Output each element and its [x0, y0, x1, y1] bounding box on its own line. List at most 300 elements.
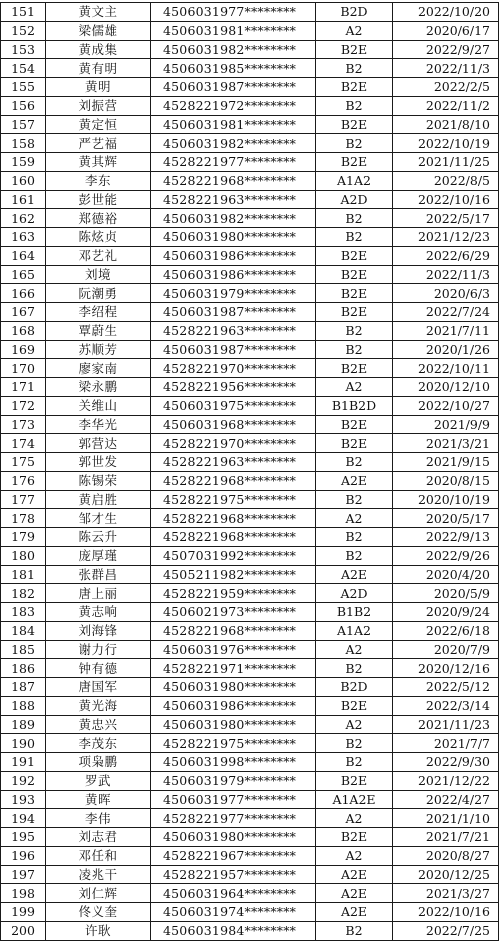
license-class-cell: A2D — [316, 584, 393, 603]
driver-name-cell: 黄其辉 — [46, 153, 151, 172]
id-number-cell: 4506031979******** — [151, 771, 316, 790]
row-number-cell: 189 — [1, 715, 46, 734]
id-number-cell: 4528221956******** — [151, 378, 316, 397]
license-class-cell: B2 — [316, 921, 393, 940]
license-class-cell: B2 — [316, 490, 393, 509]
row-number-cell: 182 — [1, 584, 46, 603]
date-cell: 2022/10/27 — [393, 396, 499, 415]
table-row — [1, 490, 499, 509]
table-row — [1, 59, 499, 78]
date-cell: 2021/7/7 — [393, 734, 499, 753]
table-row — [1, 396, 499, 415]
row-number-cell: 173 — [1, 415, 46, 434]
row-number-cell: 168 — [1, 321, 46, 340]
date-cell: 2022/5/17 — [393, 209, 499, 228]
license-class-cell: B2 — [316, 453, 393, 472]
driver-name-cell: 黄启胜 — [46, 490, 151, 509]
driver-name-cell: 钟有德 — [46, 659, 151, 678]
date-cell: 2022/11/3 — [393, 59, 499, 78]
table-row — [1, 115, 499, 134]
table-row — [1, 921, 499, 940]
table-row — [1, 771, 499, 790]
license-class-cell: A2E — [316, 884, 393, 903]
row-number-cell: 158 — [1, 134, 46, 153]
driver-name-cell: 黄晖 — [46, 790, 151, 809]
id-number-cell: 4506031964******** — [151, 884, 316, 903]
driver-name-cell: 黄成集 — [46, 40, 151, 59]
license-class-cell: B1B2 — [316, 603, 393, 622]
table-row — [1, 846, 499, 865]
driver-name-cell: 李伟 — [46, 809, 151, 828]
row-number-cell: 181 — [1, 565, 46, 584]
date-cell: 2020/6/3 — [393, 284, 499, 303]
row-number-cell: 155 — [1, 78, 46, 97]
driver-name-cell: 郑德裕 — [46, 209, 151, 228]
table-row — [1, 78, 499, 97]
table-row — [1, 528, 499, 547]
date-cell: 2022/10/11 — [393, 359, 499, 378]
date-cell: 2022/10/20 — [393, 3, 499, 22]
row-number-cell: 199 — [1, 903, 46, 922]
date-cell: 2022/7/24 — [393, 303, 499, 322]
id-number-cell: 4528221963******** — [151, 453, 316, 472]
table-row — [1, 659, 499, 678]
date-cell: 2022/3/14 — [393, 696, 499, 715]
row-number-cell: 159 — [1, 153, 46, 172]
driver-name-cell: 佟义奎 — [46, 903, 151, 922]
driver-name-cell: 张群昌 — [46, 565, 151, 584]
driver-name-cell: 刘志君 — [46, 828, 151, 847]
table-row — [1, 734, 499, 753]
row-number-cell: 191 — [1, 753, 46, 772]
license-class-cell: B2 — [316, 96, 393, 115]
driver-name-cell: 李华光 — [46, 415, 151, 434]
row-number-cell: 197 — [1, 865, 46, 884]
license-class-cell: B2 — [316, 340, 393, 359]
id-number-cell: 4506031977******** — [151, 790, 316, 809]
license-class-cell: A2 — [316, 21, 393, 40]
row-number-cell: 175 — [1, 453, 46, 472]
date-cell: 2022/10/19 — [393, 134, 499, 153]
table-row — [1, 903, 499, 922]
table-row — [1, 865, 499, 884]
license-class-cell: B2E — [316, 828, 393, 847]
driver-name-cell: 关维山 — [46, 396, 151, 415]
driver-name-cell: 李茂东 — [46, 734, 151, 753]
license-class-cell: A2 — [316, 378, 393, 397]
driver-name-cell: 唐上丽 — [46, 584, 151, 603]
row-number-cell: 179 — [1, 528, 46, 547]
row-number-cell: 152 — [1, 21, 46, 40]
table-row — [1, 509, 499, 528]
row-number-cell: 156 — [1, 96, 46, 115]
id-number-cell: 4506031984******** — [151, 921, 316, 940]
table-row — [1, 565, 499, 584]
date-cell: 2021/9/15 — [393, 453, 499, 472]
date-cell: 2021/3/27 — [393, 884, 499, 903]
license-class-cell: B2 — [316, 228, 393, 247]
table-row — [1, 696, 499, 715]
id-number-cell: 4528221970******** — [151, 359, 316, 378]
driver-name-cell: 庞厚瑾 — [46, 546, 151, 565]
row-number-cell: 167 — [1, 303, 46, 322]
date-cell: 2020/12/25 — [393, 865, 499, 884]
id-number-cell: 4528221968******** — [151, 509, 316, 528]
driver-name-cell: 罗武 — [46, 771, 151, 790]
id-number-cell: 4528221968******** — [151, 471, 316, 490]
license-class-cell: B2E — [316, 246, 393, 265]
driver-name-cell: 邓艺礼 — [46, 246, 151, 265]
date-cell: 2021/11/23 — [393, 715, 499, 734]
id-number-cell: 4506031987******** — [151, 303, 316, 322]
id-number-cell: 4506031976******** — [151, 640, 316, 659]
row-number-cell: 166 — [1, 284, 46, 303]
license-class-cell: A2 — [316, 509, 393, 528]
table-row — [1, 434, 499, 453]
date-cell: 2020/12/16 — [393, 659, 499, 678]
license-class-cell: B1B2D — [316, 396, 393, 415]
row-number-cell: 154 — [1, 59, 46, 78]
license-class-cell: B2D — [316, 3, 393, 22]
id-number-cell: 4506031982******** — [151, 40, 316, 59]
id-number-cell: 4528221970******** — [151, 434, 316, 453]
id-number-cell: 4528221963******** — [151, 190, 316, 209]
row-number-cell: 169 — [1, 340, 46, 359]
table-body — [1, 3, 499, 941]
id-number-cell: 4505211982******** — [151, 565, 316, 584]
driver-name-cell: 谢力行 — [46, 640, 151, 659]
id-number-cell: 4528221971******** — [151, 659, 316, 678]
driver-name-cell: 李绍程 — [46, 303, 151, 322]
id-number-cell: 4506031987******** — [151, 78, 316, 97]
license-class-cell: A2 — [316, 715, 393, 734]
driver-license-table — [0, 2, 499, 941]
id-number-cell: 4507031992******** — [151, 546, 316, 565]
table-row — [1, 190, 499, 209]
row-number-cell: 176 — [1, 471, 46, 490]
license-class-cell: A2 — [316, 809, 393, 828]
date-cell: 2021/12/22 — [393, 771, 499, 790]
row-number-cell: 151 — [1, 3, 46, 22]
row-number-cell: 180 — [1, 546, 46, 565]
table-row — [1, 321, 499, 340]
license-class-cell: B2E — [316, 359, 393, 378]
date-cell: 2022/9/27 — [393, 40, 499, 59]
id-number-cell: 4528221977******** — [151, 809, 316, 828]
row-number-cell: 195 — [1, 828, 46, 847]
license-class-cell: B2E — [316, 115, 393, 134]
table-row — [1, 415, 499, 434]
row-number-cell: 164 — [1, 246, 46, 265]
driver-name-cell: 郭世发 — [46, 453, 151, 472]
id-number-cell: 4506031974******** — [151, 903, 316, 922]
id-number-cell: 4506031986******** — [151, 265, 316, 284]
table-row — [1, 228, 499, 247]
date-cell: 2022/6/18 — [393, 621, 499, 640]
license-class-cell: A1A2 — [316, 621, 393, 640]
id-number-cell: 4528221968******** — [151, 528, 316, 547]
row-number-cell: 183 — [1, 603, 46, 622]
table-row — [1, 546, 499, 565]
driver-name-cell: 廖家南 — [46, 359, 151, 378]
driver-name-cell: 梁儒雄 — [46, 21, 151, 40]
driver-name-cell: 邓任和 — [46, 846, 151, 865]
driver-name-cell: 黄忠兴 — [46, 715, 151, 734]
id-number-cell: 4506031979******** — [151, 284, 316, 303]
driver-name-cell: 刘海锋 — [46, 621, 151, 640]
driver-name-cell: 项枭鹏 — [46, 753, 151, 772]
table-row — [1, 246, 499, 265]
row-number-cell: 200 — [1, 921, 46, 940]
license-class-cell: B2E — [316, 265, 393, 284]
date-cell: 2022/2/5 — [393, 78, 499, 97]
id-number-cell: 4506031998******** — [151, 753, 316, 772]
driver-name-cell: 凌兆干 — [46, 865, 151, 884]
date-cell: 2022/9/30 — [393, 753, 499, 772]
table-row — [1, 753, 499, 772]
driver-name-cell: 陈锡荣 — [46, 471, 151, 490]
row-number-cell: 193 — [1, 790, 46, 809]
table-row — [1, 3, 499, 22]
id-number-cell: 4528221975******** — [151, 734, 316, 753]
id-number-cell: 4506031980******** — [151, 715, 316, 734]
driver-name-cell: 黄光海 — [46, 696, 151, 715]
date-cell: 2020/5/17 — [393, 509, 499, 528]
table-row — [1, 603, 499, 622]
row-number-cell: 184 — [1, 621, 46, 640]
license-class-cell: B2E — [316, 40, 393, 59]
date-cell: 2022/6/29 — [393, 246, 499, 265]
row-number-cell: 186 — [1, 659, 46, 678]
license-class-cell: B2 — [316, 59, 393, 78]
license-class-cell: B2 — [316, 321, 393, 340]
driver-name-cell: 陈炫贞 — [46, 228, 151, 247]
date-cell: 2020/10/19 — [393, 490, 499, 509]
license-class-cell: B2 — [316, 546, 393, 565]
driver-name-cell: 黄定恒 — [46, 115, 151, 134]
table-row — [1, 715, 499, 734]
date-cell: 2021/9/9 — [393, 415, 499, 434]
id-number-cell: 4528221959******** — [151, 584, 316, 603]
table-row — [1, 153, 499, 172]
row-number-cell: 196 — [1, 846, 46, 865]
driver-name-cell: 刘振营 — [46, 96, 151, 115]
date-cell: 2021/7/21 — [393, 828, 499, 847]
row-number-cell: 157 — [1, 115, 46, 134]
driver-name-cell: 黄文主 — [46, 3, 151, 22]
id-number-cell: 4528221967******** — [151, 846, 316, 865]
date-cell: 2022/11/3 — [393, 265, 499, 284]
date-cell: 2022/10/16 — [393, 190, 499, 209]
license-class-cell: B2 — [316, 209, 393, 228]
driver-name-cell: 刘仁辉 — [46, 884, 151, 903]
row-number-cell: 188 — [1, 696, 46, 715]
id-number-cell: 4506031982******** — [151, 209, 316, 228]
driver-name-cell: 严艺福 — [46, 134, 151, 153]
license-class-cell: B2E — [316, 696, 393, 715]
license-class-cell: B2E — [316, 771, 393, 790]
driver-name-cell: 彭世能 — [46, 190, 151, 209]
table-row — [1, 621, 499, 640]
id-number-cell: 4506031987******** — [151, 340, 316, 359]
row-number-cell: 194 — [1, 809, 46, 828]
id-number-cell: 4506021973******** — [151, 603, 316, 622]
driver-name-cell: 黄志响 — [46, 603, 151, 622]
driver-name-cell: 阮潮勇 — [46, 284, 151, 303]
id-number-cell: 4506031980******** — [151, 828, 316, 847]
date-cell: 2022/7/25 — [393, 921, 499, 940]
driver-name-cell: 苏顺芳 — [46, 340, 151, 359]
date-cell: 2020/7/9 — [393, 640, 499, 659]
row-number-cell: 171 — [1, 378, 46, 397]
driver-name-cell: 黄有明 — [46, 59, 151, 78]
date-cell: 2022/9/13 — [393, 528, 499, 547]
table-row — [1, 884, 499, 903]
table-row — [1, 828, 499, 847]
driver-name-cell: 李东 — [46, 171, 151, 190]
date-cell: 2022/11/2 — [393, 96, 499, 115]
row-number-cell: 162 — [1, 209, 46, 228]
date-cell: 2020/12/10 — [393, 378, 499, 397]
license-class-cell: B2 — [316, 528, 393, 547]
row-number-cell: 178 — [1, 509, 46, 528]
table-row — [1, 303, 499, 322]
license-class-cell: B2E — [316, 303, 393, 322]
date-cell: 2022/4/27 — [393, 790, 499, 809]
date-cell: 2020/6/17 — [393, 21, 499, 40]
license-class-cell: B2 — [316, 659, 393, 678]
table-row — [1, 790, 499, 809]
license-class-cell: B2E — [316, 78, 393, 97]
license-class-cell: B2 — [316, 734, 393, 753]
date-cell: 2022/5/12 — [393, 678, 499, 697]
row-number-cell: 192 — [1, 771, 46, 790]
table-row — [1, 21, 499, 40]
table-row — [1, 640, 499, 659]
license-class-cell: A1A2 — [316, 171, 393, 190]
license-class-cell: B2E — [316, 415, 393, 434]
id-number-cell: 4528221972******** — [151, 96, 316, 115]
table-row — [1, 359, 499, 378]
date-cell: 2020/1/26 — [393, 340, 499, 359]
license-class-cell: B2D — [316, 678, 393, 697]
id-number-cell: 4506031977******** — [151, 3, 316, 22]
id-number-cell: 4506031981******** — [151, 115, 316, 134]
table-row — [1, 678, 499, 697]
table-row — [1, 265, 499, 284]
license-class-cell: B2E — [316, 153, 393, 172]
table-row — [1, 584, 499, 603]
date-cell: 2022/9/26 — [393, 546, 499, 565]
date-cell: 2020/8/15 — [393, 471, 499, 490]
row-number-cell: 161 — [1, 190, 46, 209]
id-number-cell: 4528221957******** — [151, 865, 316, 884]
date-cell: 2021/7/11 — [393, 321, 499, 340]
id-number-cell: 4506031981******** — [151, 21, 316, 40]
table-row — [1, 134, 499, 153]
id-number-cell: 4528221963******** — [151, 321, 316, 340]
driver-name-cell: 唐国军 — [46, 678, 151, 697]
driver-name-cell: 邹才生 — [46, 509, 151, 528]
id-number-cell: 4528221968******** — [151, 171, 316, 190]
table-row — [1, 471, 499, 490]
license-class-cell: B2 — [316, 134, 393, 153]
id-number-cell: 4506031985******** — [151, 59, 316, 78]
row-number-cell: 177 — [1, 490, 46, 509]
license-class-cell: A2E — [316, 565, 393, 584]
row-number-cell: 185 — [1, 640, 46, 659]
date-cell: 2021/8/10 — [393, 115, 499, 134]
date-cell: 2021/11/25 — [393, 153, 499, 172]
row-number-cell: 163 — [1, 228, 46, 247]
date-cell: 2022/8/5 — [393, 171, 499, 190]
table-row — [1, 453, 499, 472]
id-number-cell: 4506031980******** — [151, 678, 316, 697]
license-class-cell: A2E — [316, 865, 393, 884]
date-cell: 2022/10/16 — [393, 903, 499, 922]
id-number-cell: 4506031980******** — [151, 228, 316, 247]
driver-name-cell: 黄明 — [46, 78, 151, 97]
license-class-cell: A2 — [316, 846, 393, 865]
row-number-cell: 165 — [1, 265, 46, 284]
id-number-cell: 4528221977******** — [151, 153, 316, 172]
license-class-cell: A2 — [316, 640, 393, 659]
date-cell: 2021/3/21 — [393, 434, 499, 453]
license-class-cell: A2E — [316, 471, 393, 490]
table-row — [1, 171, 499, 190]
date-cell: 2020/8/27 — [393, 846, 499, 865]
license-class-cell: A2E — [316, 903, 393, 922]
id-number-cell: 4528221975******** — [151, 490, 316, 509]
table-row — [1, 378, 499, 397]
license-class-cell: A2D — [316, 190, 393, 209]
driver-name-cell: 刘境 — [46, 265, 151, 284]
driver-name-cell: 陈云升 — [46, 528, 151, 547]
row-number-cell: 174 — [1, 434, 46, 453]
table-row — [1, 809, 499, 828]
date-cell: 2020/4/20 — [393, 565, 499, 584]
id-number-cell: 4506031975******** — [151, 396, 316, 415]
driver-name-cell: 覃蔚生 — [46, 321, 151, 340]
date-cell: 2020/5/9 — [393, 584, 499, 603]
table-row — [1, 340, 499, 359]
row-number-cell: 190 — [1, 734, 46, 753]
row-number-cell: 153 — [1, 40, 46, 59]
table-row — [1, 96, 499, 115]
id-number-cell: 4506031986******** — [151, 246, 316, 265]
table-row — [1, 284, 499, 303]
id-number-cell: 4506031968******** — [151, 415, 316, 434]
id-number-cell: 4506031986******** — [151, 696, 316, 715]
date-cell: 2021/1/10 — [393, 809, 499, 828]
row-number-cell: 187 — [1, 678, 46, 697]
row-number-cell: 170 — [1, 359, 46, 378]
license-class-cell: A1A2E — [316, 790, 393, 809]
license-class-cell: B2 — [316, 753, 393, 772]
driver-name-cell: 郭营达 — [46, 434, 151, 453]
license-class-cell: B2E — [316, 434, 393, 453]
row-number-cell: 198 — [1, 884, 46, 903]
row-number-cell: 172 — [1, 396, 46, 415]
table-row — [1, 209, 499, 228]
date-cell: 2021/12/23 — [393, 228, 499, 247]
id-number-cell: 4506031982******** — [151, 134, 316, 153]
table-row — [1, 40, 499, 59]
row-number-cell: 160 — [1, 171, 46, 190]
driver-name-cell: 许耿 — [46, 921, 151, 940]
license-class-cell: B2E — [316, 284, 393, 303]
driver-name-cell: 梁永鹏 — [46, 378, 151, 397]
